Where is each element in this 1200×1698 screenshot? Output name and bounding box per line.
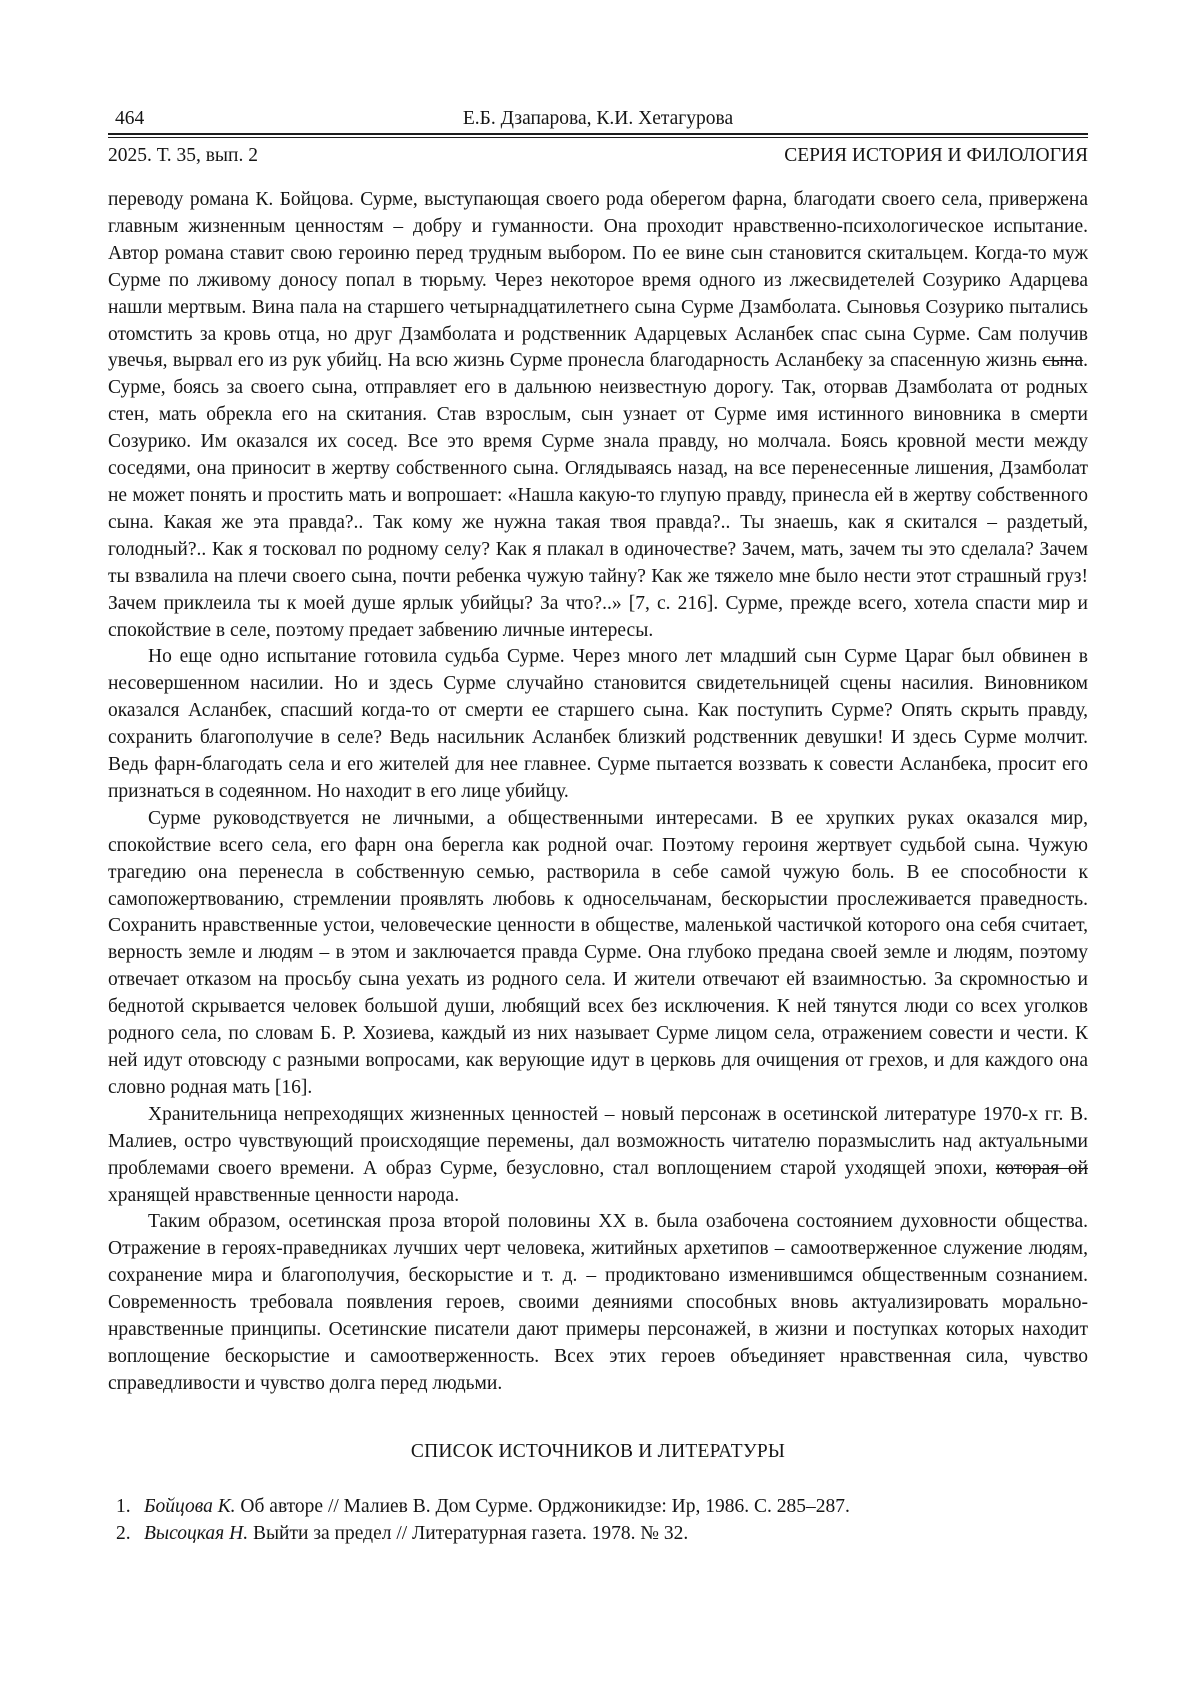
running-authors: Е.Б. Дзапарова, К.И. Хетагурова xyxy=(462,108,734,129)
text-run: Но еще одно испытание готовила судьба Сурме. Через много лет младший сын Сурме Цараг был обвинен в несовершенном насилии. Но и здесь Сурме случайно становится свидетельницей сцены насилия. Виновником оказался Асланбек, спасший когда-то от смерти ее старшего сына. Как поступить Сурме? Опять скрыть правду, сохранить благополучие в селе? Ведь насильник Асланбек близкий родственник девушки! И здесь Сурме молчит. Ведь фарн-благодать села и его жителей для нее главнее. Сурме пытается воззвать к совести Асланбека, просит его признаться в содеянном. Но находит в его лице убийцу. xyxy=(108,646,1088,802)
series-title: СЕРИЯ ИСТОРИЯ И ФИЛОЛОГИЯ xyxy=(784,145,1088,166)
body-paragraph xyxy=(108,644,1088,805)
struck-text: сына xyxy=(1042,350,1084,372)
reference-number: 2. xyxy=(116,1523,131,1545)
body-paragraph xyxy=(108,1102,1088,1210)
reference-details: Выйти за предел // Литературная газета. 1978. № 32. xyxy=(248,1523,689,1545)
body-paragraph xyxy=(108,1209,1088,1397)
paragraphs-container xyxy=(108,187,1088,1398)
reference-number: 1. xyxy=(116,1495,131,1517)
reference-details: Об авторе // Малиев В. Дом Сурме. Орджоникидзе: Ир, 1986. С. 285–287. xyxy=(235,1495,850,1517)
reference-text xyxy=(144,1493,1088,1521)
reference-author: Бойцова К. xyxy=(144,1495,236,1517)
running-head-row xyxy=(108,106,1088,131)
text-run: Таким образом, осетинская проза второй половины XX в. была озабочена состоянием духовности общества. Отражение в героях-праведниках лучших черт человека, житийных архетипов – самоотверженное служение людям, сохранение мира и благополучия, бескорыстие и т. д. – продиктовано изменившимся общественным сознанием. Современность требовала появления героев, своими деяниями способных вновь актуализировать морально-нравственные принципы. Осетинские писатели дают примеры персонажей, в жизни и поступках которых находит воплощение бескорыстие и самоотверженность. Всех этих героев объединяет нравственная сила, чувство справедливости и чувство долга перед людьми. xyxy=(108,1211,1088,1394)
volume-issue-info: 2025. Т. 35, вып. 2 xyxy=(108,145,258,166)
reference-text xyxy=(144,1520,1088,1548)
article-body xyxy=(108,187,1088,1548)
text-run: Сурме руководствуется не личными, а общественными интересами. В ее хрупких руках оказался мир, спокойствие всего села, его фарн она берегла как родной очаг. Поэтому героиня жертвует судьбой сына. Чужую трагедию она перенесла в собственную семью, растворила в себе самой чужую боль. В ее способности к самопожертвованию, стремлении проявлять любовь к односельчанам, бескорыстии прослеживается праведность. Сохранить нравственные устои, человеческие ценности в обществе, маленькой частичкой которого она себя считает, верность земле и людям – в этом и заключается правда Сурме. Она глубоко предана своей земле и людям, поэтому отвечает отказом на просьбу сына уехать из родного села. И жители отвечают ей взаимностью. За скромностью и беднотой скрывается человек большой души, любящий всех без исключения. К ней тянутся люди со всех уголков родного села, по словам Б. Р. Хозиева, каждый из них называет Сурме лицом села, отражением совести и чести. К ней идут отовсюду с разными вопросами, как верующие идут в церковь для очищения от грехов, и для каждого она словно родная мать [16]. xyxy=(108,807,1088,1098)
text-run: Хранительница непреходящих жизненных ценностей – новый персонаж в осетинской литературе 1970-х гг. В. Малиев, остро чувствующий происходящие перемены, дал возможность читателю поразмыслить над актуальными проблемами своего времени. А образ Сурме, безусловно, стал воплощением старой уходящей эпохи, xyxy=(108,1103,1088,1179)
references-list xyxy=(108,1493,1088,1548)
page-header xyxy=(108,106,1088,168)
text-run: . Сурме, боясь за своего сына, отправляет его в дальнюю неизвестную дорогу. Так, оторвав Дзамболата от родных стен, мать обрекла его на скитания. Став взрослым, сын узнает от Сурме имя истинного виновника в смерти Созурико. Им оказался их сосед. Все это время Сурме знала правду, но молчала. Боясь кровной мести между соседями, она приносит в жертву собственного сына. Оглядываясь назад, на все перенесенные лишения, Дзамболат не может понять и простить мать и вопрошает: «Нашла какую-то глупую правду, принесла ей в жертву собственного сына. Какая же эта правда?.. Так кому же нужна такая твоя правда?.. Ты знаешь, как я скитался – раздетый, голодный?.. Как я тосковал по родному селу? Как я плакал в одиночестве? Зачем, мать, зачем ты это сделала? Зачем ты взвалила на плечи своего сына, почти ребенка чужую тайну? Как же тяжело мне было нести этот страшный груз! Зачем приклеила ты к моей душе ярлык убийцы? За что?..» [7, с. 216]. Сурме, прежде всего, хотела спасти мир и спокойствие в селе, поэтому предает забвению личные интересы. xyxy=(108,350,1088,641)
issue-info-row xyxy=(108,138,1088,168)
reference-item xyxy=(108,1520,1088,1548)
struck-text: которая ой xyxy=(995,1157,1089,1179)
reference-author: Высоцкая Н. xyxy=(144,1523,249,1545)
references-heading: СПИСОК ИСТОЧНИКОВ И ЛИТЕРАТУРЫ xyxy=(410,1440,786,1462)
reference-item xyxy=(108,1493,1088,1521)
text-run: переводу романа К. Бойцова. Сурме, выступающая своего рода оберегом фарна, благодати своего села, привержена главным жизненным ценностям – добру и гуманности. Она проходит нравственно-психологическое испытание. Автор романа ставит свою героиню перед трудным выбором. По ее вине сын становится скитальцем. Когда-то муж Сурме по лживому доносу попал в тюрьму. Через некоторое время одного из лжесвидетелей Созурико Адарцева нашли мертвым. Вина пала на старшего четырнадцатилетнего сына Сурме Дзамболата. Сыновья Созурико пытались отомстить за кровь отца, но друг Дзамболата и родственник Адарцевых Асланбек спас сына Сурме. Сам получив увечья, вырвал его из рук убийц. На всю жизнь Сурме пронесла благодарность Асланбеку за спасенную жизнь xyxy=(108,189,1088,372)
body-paragraph xyxy=(108,806,1088,1102)
page-number: 464 xyxy=(115,108,145,129)
body-paragraph xyxy=(108,187,1088,644)
text-run: хранящей нравственные ценности народа. xyxy=(108,1184,460,1206)
